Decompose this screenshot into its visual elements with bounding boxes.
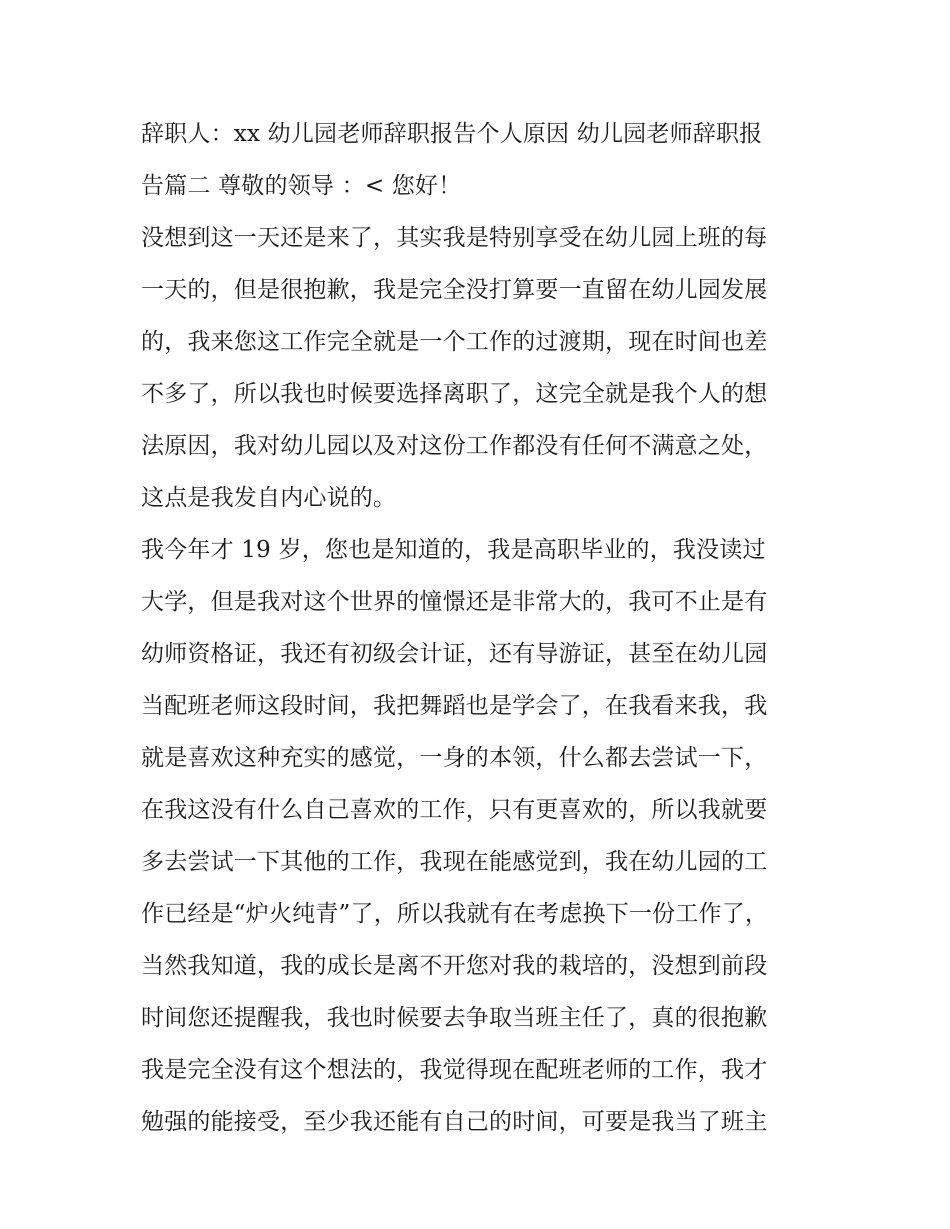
text-line: 法原因，我对幼儿园以及对这份工作都没有任何不满意之处， bbox=[141, 433, 768, 459]
heading-line: 告篇二 尊敬的领导 ：< 您好！ bbox=[141, 173, 462, 199]
text-line: 我今年才 19 岁，您也是知道的，我是高职毕业的，我没读过 bbox=[141, 537, 766, 563]
text-line: 在我这没有什么自己喜欢的工作，只有更喜欢的，所以我就要 bbox=[141, 797, 768, 823]
heading-block bbox=[141, 108, 813, 212]
paragraph-2 bbox=[141, 524, 813, 1148]
text-line: 就是喜欢这种充实的感觉，一身的本领，什么都去尝试一下， bbox=[141, 745, 768, 771]
text-line: 当然我知道，我的成长是离不开您对我的栽培的，没想到前段 bbox=[141, 953, 768, 979]
text-line: 勉强的能接受，至少我还能有自己的时间，可要是我当了班主 bbox=[141, 1109, 768, 1135]
text-line: 大学，但是我对这个世界的憧憬还是非常大的，我可不止是有 bbox=[141, 589, 768, 615]
text-line: 作已经是“炉火纯青”了，所以我就有在考虑换下一份工作了， bbox=[141, 901, 769, 927]
text-line: 幼师资格证，我还有初级会计证，还有导游证，甚至在幼儿园 bbox=[141, 641, 768, 667]
text-line: 一天的，但是很抱歉，我是完全没打算要一直留在幼儿园发展 bbox=[141, 277, 768, 303]
heading-line: 辞职人：xx 幼儿园老师辞职报告个人原因 幼儿园老师辞职报 bbox=[141, 121, 763, 147]
text-line: 我是完全没有这个想法的，我觉得现在配班老师的工作，我才 bbox=[141, 1057, 768, 1083]
paragraph-1 bbox=[141, 212, 813, 524]
text-line: 没想到这一天还是来了，其实我是特别享受在幼儿园上班的每 bbox=[141, 225, 768, 251]
document-body bbox=[141, 108, 813, 1148]
text-line: 不多了，所以我也时候要选择离职了，这完全就是我个人的想 bbox=[141, 381, 768, 407]
text-line: 多去尝试一下其他的工作，我现在能感觉到，我在幼儿园的工 bbox=[141, 849, 768, 875]
text-line: 的，我来您这工作完全就是一个工作的过渡期，现在时间也差 bbox=[141, 329, 768, 355]
text-line: 当配班老师这段时间，我把舞蹈也是学会了，在我看来我，我 bbox=[141, 693, 768, 719]
text-line: 时间您还提醒我，我也时候要去争取当班主任了，真的很抱歉 bbox=[141, 1005, 768, 1031]
text-line: 这点是我发自内心说的。 bbox=[141, 485, 397, 511]
